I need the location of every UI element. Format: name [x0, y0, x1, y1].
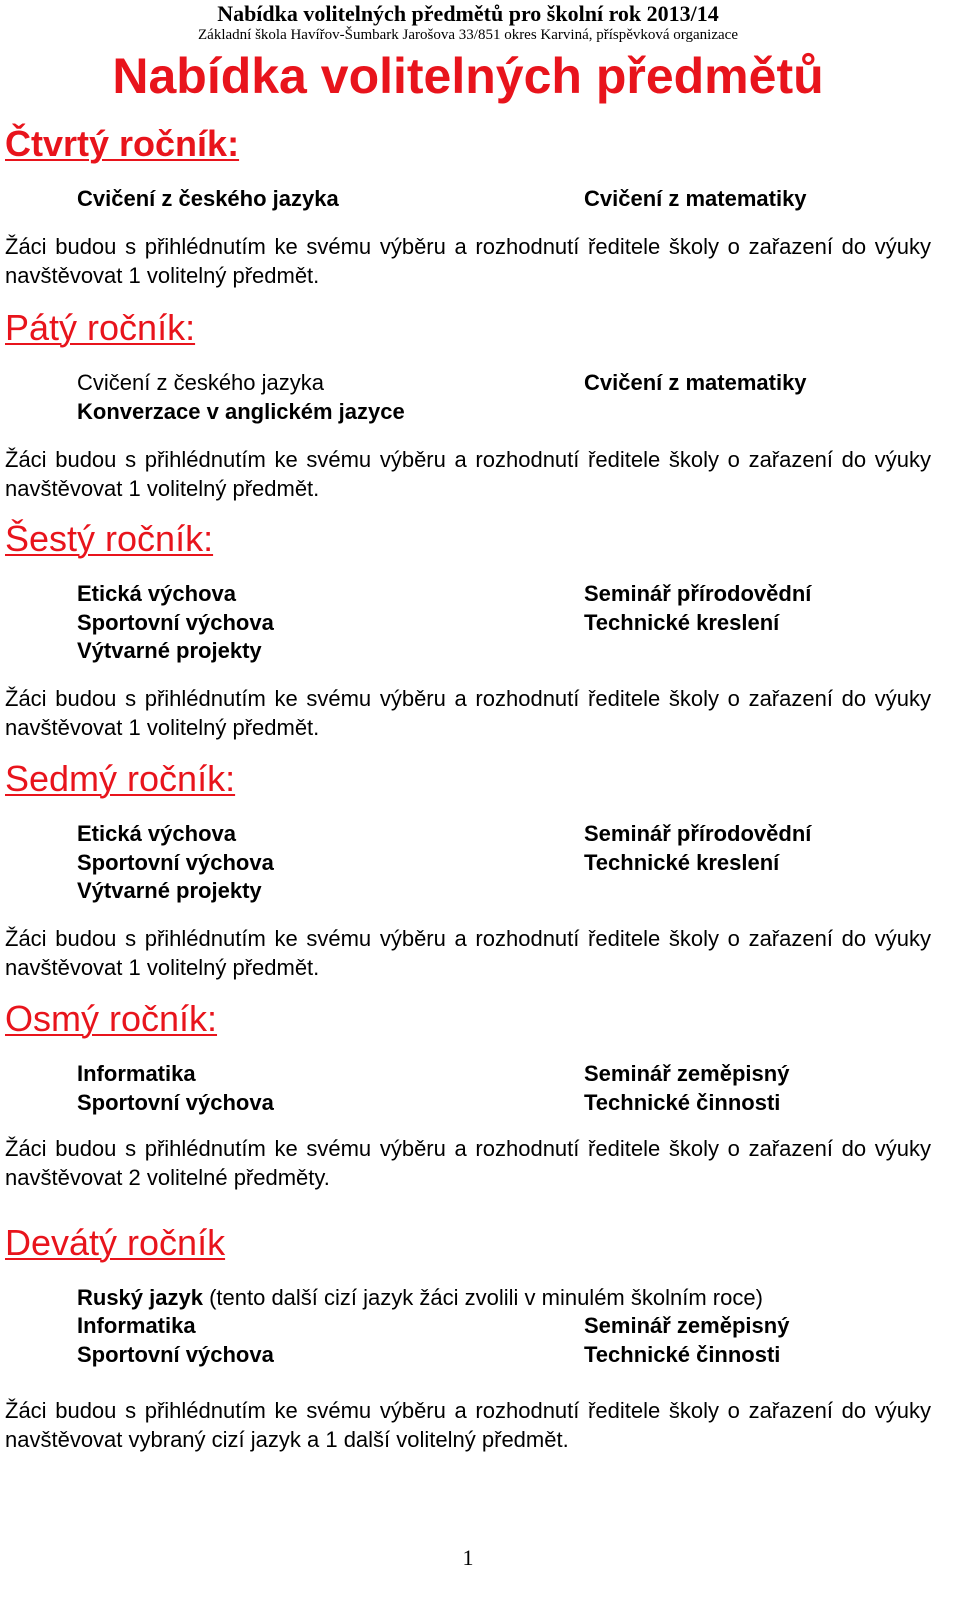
subject-item: Seminář zeměpisný: [584, 1061, 790, 1086]
subject-item: Seminář přírodovědní: [584, 821, 812, 846]
subjects-right-column: [584, 1312, 789, 1369]
subject-item: Sportovní výchova: [77, 1089, 274, 1115]
subjects-right-column: [584, 185, 807, 214]
subject-item: Informatika: [77, 1313, 196, 1338]
section-heading: Sedmý ročník:: [5, 758, 236, 799]
main-title: Nabídka volitelných předmětů: [112, 48, 824, 104]
subject-item: Technické kreslení: [584, 849, 780, 875]
language-name: Ruský jazyk: [77, 1285, 203, 1310]
subject-item: Cvičení z matematiky: [584, 186, 807, 211]
subject-item: Sportovní výchova: [77, 849, 274, 875]
subjects-right-column: [584, 1060, 789, 1117]
document-header-title: Nabídka volitelných předmětů pro školní rok 2013/14: [217, 1, 719, 26]
subject-item: Informatika: [77, 1061, 196, 1086]
subject-item: Technické činnosti: [584, 1089, 781, 1115]
language-line: [77, 1284, 763, 1313]
section-heading: Šestý ročník:: [5, 518, 214, 559]
subject-item: Cvičení z matematiky: [584, 370, 807, 395]
section-heading: Pátý ročník:: [5, 307, 196, 348]
section-note: Žáci budou s přihlédnutím ke svému výběru a rozhodnutí ředitele školy o zařazení do výuky navštěvovat 1 volitelný předmět.: [5, 686, 931, 740]
document-header-subtitle: Základní škola Havířov-Šumbark Jarošova 33/851 okres Karviná, příspěvková organizace: [198, 27, 738, 43]
subject-item: Technické činnosti: [584, 1341, 781, 1367]
subjects-right-column: [584, 369, 807, 398]
subject-item: Etická výchova: [77, 821, 236, 846]
subject-item: Cvičení z českého jazyka: [77, 370, 324, 395]
subject-item: Cvičení z českého jazyka: [77, 186, 339, 211]
section-note: Žáci budou s přihlédnutím ke svému výběru a rozhodnutí ředitele školy o zařazení do výuky navštěvovat 1 volitelný předmět.: [5, 926, 931, 980]
subject-item: Konverzace v anglickém jazyce: [77, 398, 405, 424]
section-note: Žáci budou s přihlédnutím ke svému výběru a rozhodnutí ředitele školy o zařazení do výuky navštěvovat 2 volitelné předměty.: [5, 1136, 931, 1190]
subject-item: Technické kreslení: [584, 609, 780, 635]
subject-item: Seminář přírodovědní: [584, 581, 812, 606]
section-heading: Čtvrtý ročník:: [5, 123, 240, 164]
subjects-right-column: [584, 820, 811, 877]
section-heading: Osmý ročník:: [5, 998, 218, 1039]
subject-item: Seminář zeměpisný: [584, 1313, 790, 1338]
subjects-left-column: [77, 185, 339, 214]
subjects-right-column: [584, 580, 811, 637]
subjects-left-column: [77, 369, 405, 426]
subjects-left-column: [77, 1312, 274, 1369]
subject-item: Sportovní výchova: [77, 609, 274, 635]
subject-item: Sportovní výchova: [77, 1341, 274, 1367]
subject-item: Etická výchova: [77, 581, 236, 606]
subjects-left-column: [77, 580, 274, 666]
language-comment: (tento další cizí jazyk žáci zvolili v minulém školním roce): [202, 1285, 763, 1310]
subjects-left-column: [77, 820, 274, 906]
section-heading: Devátý ročník: [5, 1222, 226, 1263]
subjects-left-column: [77, 1060, 274, 1117]
section-note: Žáci budou s přihlédnutím ke svému výběru a rozhodnutí ředitele školy o zařazení do výuky navštěvovat vybraný cizí jazyk a 1 další volitelný předmět.: [5, 1398, 931, 1452]
subject-item: Výtvarné projekty: [77, 878, 262, 903]
page-number: 1: [462, 1545, 474, 1570]
section-note: Žáci budou s přihlédnutím ke svému výběru a rozhodnutí ředitele školy o zařazení do výuky navštěvovat 1 volitelný předmět.: [5, 447, 931, 501]
section-note: Žáci budou s přihlédnutím ke svému výběru a rozhodnutí ředitele školy o zařazení do výuky navštěvovat 1 volitelný předmět.: [5, 234, 931, 288]
subject-item: Výtvarné projekty: [77, 638, 262, 663]
